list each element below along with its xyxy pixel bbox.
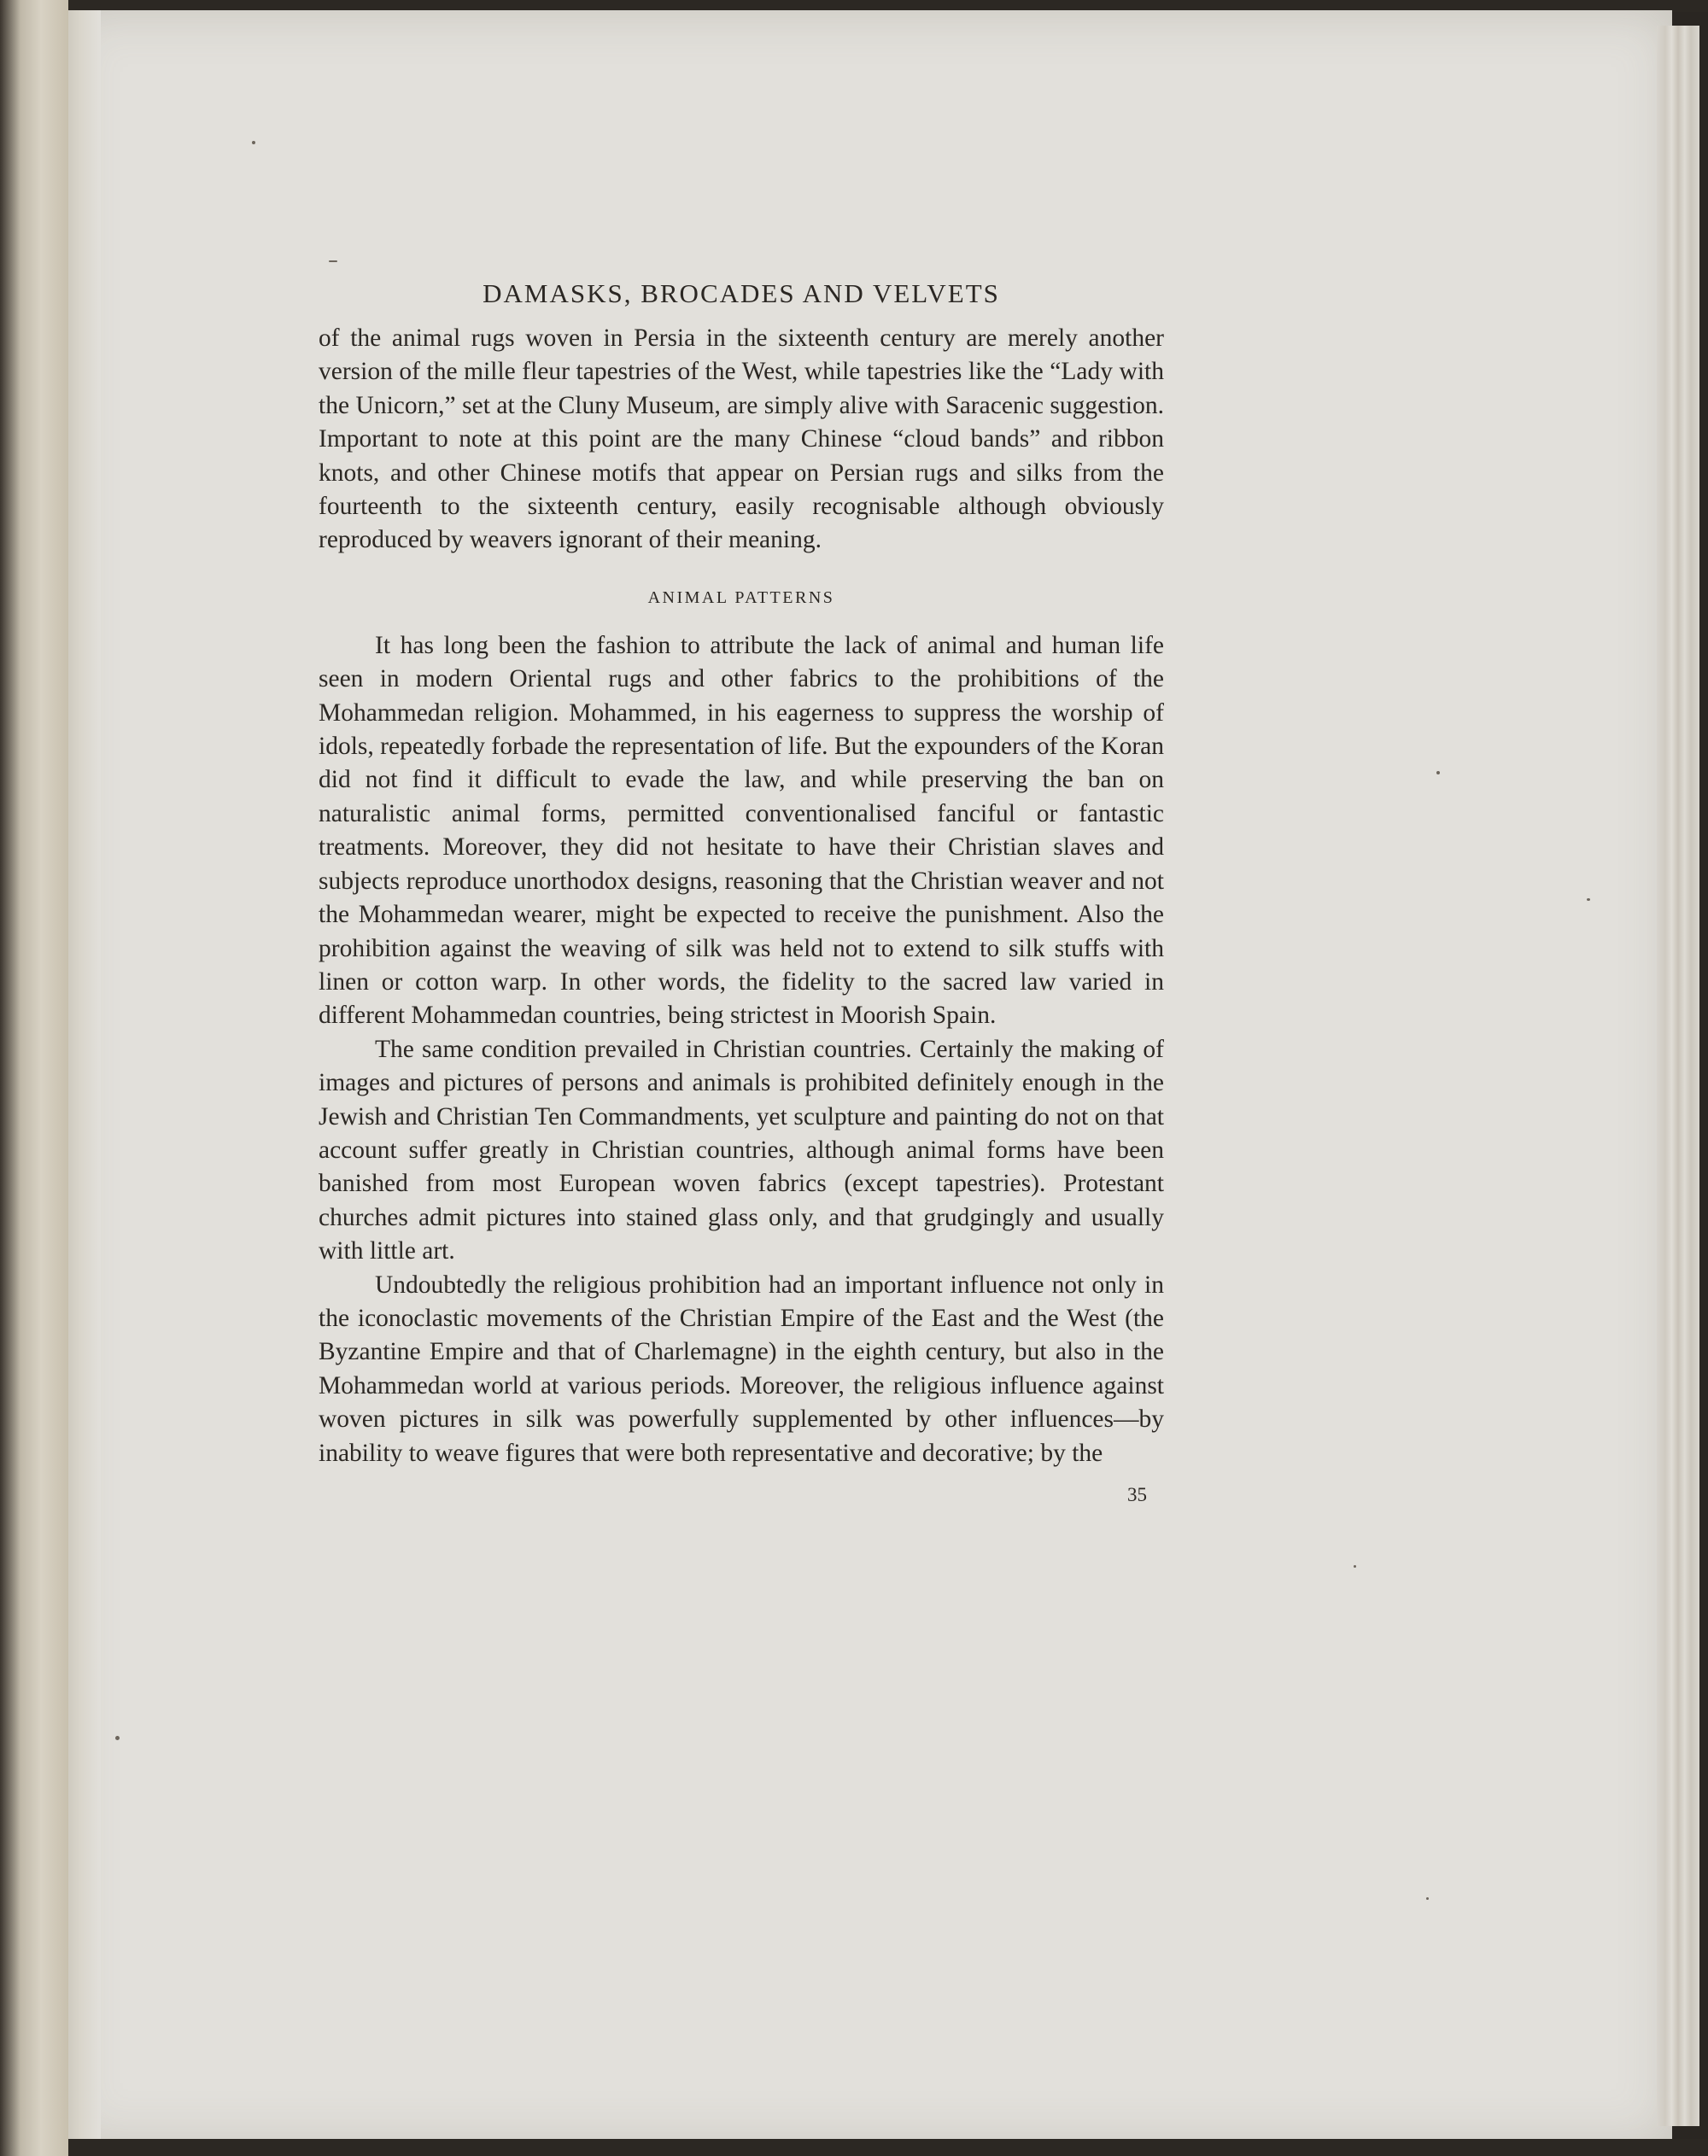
paper-speck (1436, 771, 1440, 774)
paper-speck (252, 141, 255, 144)
paragraph-continued: of the animal rugs woven in Persia in the sixteenth century are merely another version of the mille fleur tapestries of the West, while tapestries like the “Lady with the Unicorn,” set at the Cluny Museum, are simply alive with Saracenic suggestion. Important to note at this point are the many Chinese “cloud bands” and ribbon knots, and other Chinese motifs that appear on Persian rugs and silks from the fourteenth to the sixteenth century, easily recognisable although obviously reproduced by weavers ignorant of their meaning. (319, 324, 1164, 554)
running-head: DAMASKS, BROCADES AND VELVETS (483, 278, 1000, 308)
page-stack-edge (1657, 26, 1699, 2126)
paper-speck (115, 1736, 120, 1740)
paper-speck (1587, 898, 1590, 901)
page-number: 35 (1127, 1484, 1147, 1505)
section-heading: ANIMAL PATTERNS (647, 587, 835, 607)
bottom-edge (68, 2139, 1708, 2156)
page-content (319, 278, 1164, 1508)
book-binding (0, 0, 68, 2156)
paragraph-christian-countries: The same condition prevailed in Christian countries. Certainly the making of images and pictures of persons and animals is prohibited definitely enough in the Jewish and Christian Ten Commandments, yet sculpture and painting do not on that account suffer greatly in Christian countries, although animal forms have been banished from most European woven fabrics (except tapestries). Protestant churches admit pictures into stained glass only, and that grudgingly and usually with little art. (319, 1035, 1164, 1265)
paper-speck (1354, 1565, 1356, 1568)
paragraph-religious-prohibition: Undoubtedly the religious prohibition had an important influence not only in the iconoclastic movements of the Christian Empire of the East and the West (the Byzantine Empire and that of Charlemagne) in the eighth century, but also in the Mohammedan world at various periods. Moreover, the religious influence against woven pictures in silk was powerfully supplemented by other influences—by inability to weave figures that were both representative and decorative; by the (319, 1271, 1164, 1467)
gutter-shadow (67, 10, 101, 2145)
paper-speck (329, 260, 337, 262)
paragraph-animal-patterns: It has long been the fashion to attribute the lack of animal and human life seen in modern Oriental rugs and other fabrics to the prohibitions of the Mohammedan religion. Mohammed, in his eagerness to suppress the worship of idols, repeatedly forbade the representation of life. But the expounders of the Koran did not find it difficult to evade the law, and while preserving the ban on naturalistic animal forms, permitted conventionalised fanciful or fantastic treatments. Moreover, they did not hesitate to have their Christian slaves and subjects reproduce unorthodox designs, reasoning that the Christian weaver and not the Mohammedan wearer, might be expected to receive the punishment. Also the prohibition against the weaving of silk was held not to extend to silk stuffs with linen or cotton warp. In other words, the fidelity to the sacred law varied in different Mohammedan countries, being strictest in Moorish Spain. (319, 631, 1164, 1030)
paper-speck (1426, 1897, 1429, 1900)
